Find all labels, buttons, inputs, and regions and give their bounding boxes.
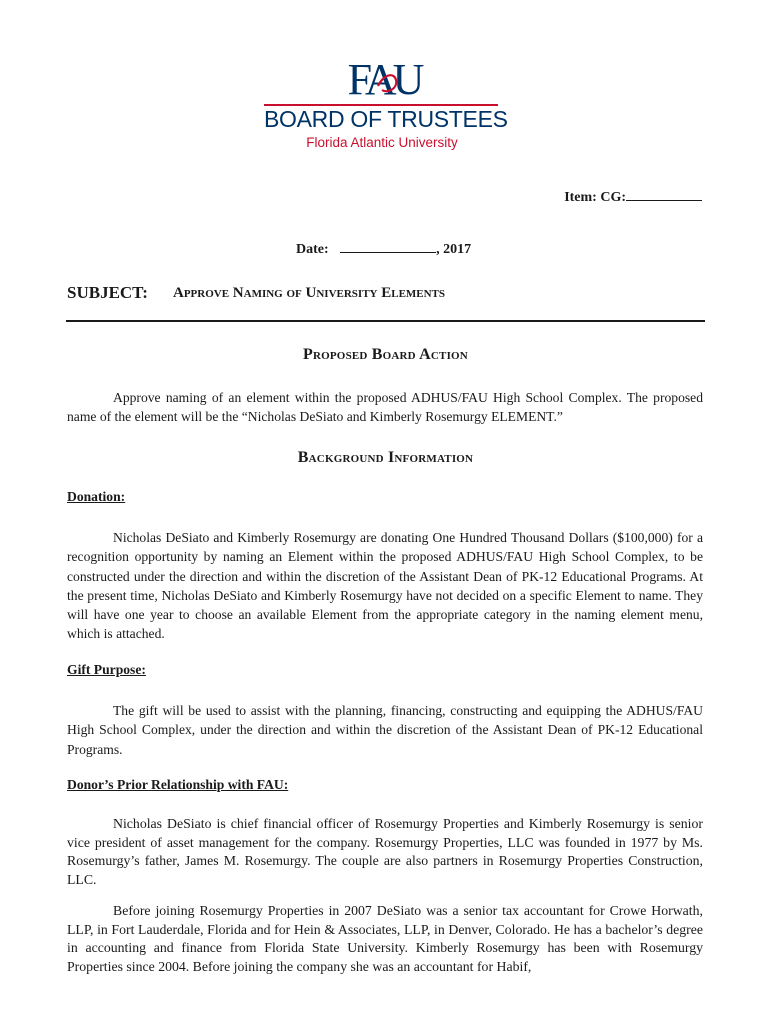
gift-purpose-label: Gift Purpose: [67,662,146,677]
header-divider [66,320,705,322]
heading-background-info: Background Information [297,449,474,466]
item-label: Item: CG: [564,190,626,205]
fau-board-logo [264,56,508,152]
gift-purpose-text: The gift will be used to assist with the planning, financing, constructing and equipping the ADHUS/FAU High School Complex, under the direction and within the discretion of the Assistant Dean of PK-12 Educational Programs. [67,703,703,757]
item-number-line [564,188,702,206]
subject-label: SUBJECT: [67,283,148,302]
donation-label: Donation: [67,489,126,504]
date-blank [340,240,436,253]
fau-logo-mark [332,56,436,98]
prior-relationship-text-1: Nicholas DeSiato is chief financial officer of Rosemurgy Properties and Kimberly Rosemurgy is senior vice president of asset management for the company. Rosemurgy Properties, LLC was founded in 1977 by Ms. Rosemurgy’s father, James M. Rosemurgy. The couple are also partners in Rosemurgy Properties Construction, LLC. [67,816,703,887]
item-blank [626,188,702,201]
prior-relationship-text-2: Before joining Rosemurgy Properties in 2007 DeSiato was a senior tax accountant for Crowe Horwath, LLP, in Fort Lauderdale, Florida and for Hein & Associates, LLP, in Denver, Colorado. He has a bachelor’s degree in accounting and finance from Florida State University. Kimberly Rosemurgy has been with Rosemurgy Properties since 2004. Before joining the company she was an accountant for Habif, [67,903,703,974]
logo-subtitle: Florida Atlantic University [306,135,458,150]
logo-mark-text: FAU [347,56,421,98]
date-line [296,240,471,258]
proposed-action-text: Approve naming of an element within the proposed ADHUS/FAU High School Complex. The proposed name of the element will be the “Nicholas DeSiato and Kimberly Rosemurgy ELEMENT.” [67,390,703,425]
logo-title: BOARD OF TRUSTEES [264,106,508,132]
subject-text: Approve Naming of University Elements [173,285,446,301]
date-label: Date: [296,242,329,257]
date-year: , 2017 [436,242,472,257]
prior-relationship-label: Donor’s Prior Relationship with FAU: [67,777,289,792]
donation-text: Nicholas DeSiato and Kimberly Rosemurgy are donating One Hundred Thousand Dollars ($100,000) for a recognition opportunity by naming an Element within the proposed ADHUS/FAU High School Complex, to be constructed under the direction and within the discretion of the Assistant Dean of PK-12 Educational Programs. At the present time, Nicholas DeSiato and Kimberly Rosemurgy have not decided on a specific Element to name. They will have one year to choose an available Element from the appropriate category in the naming element menu, which is attached. [67,530,703,642]
heading-proposed-action: Proposed Board Action [303,346,468,363]
